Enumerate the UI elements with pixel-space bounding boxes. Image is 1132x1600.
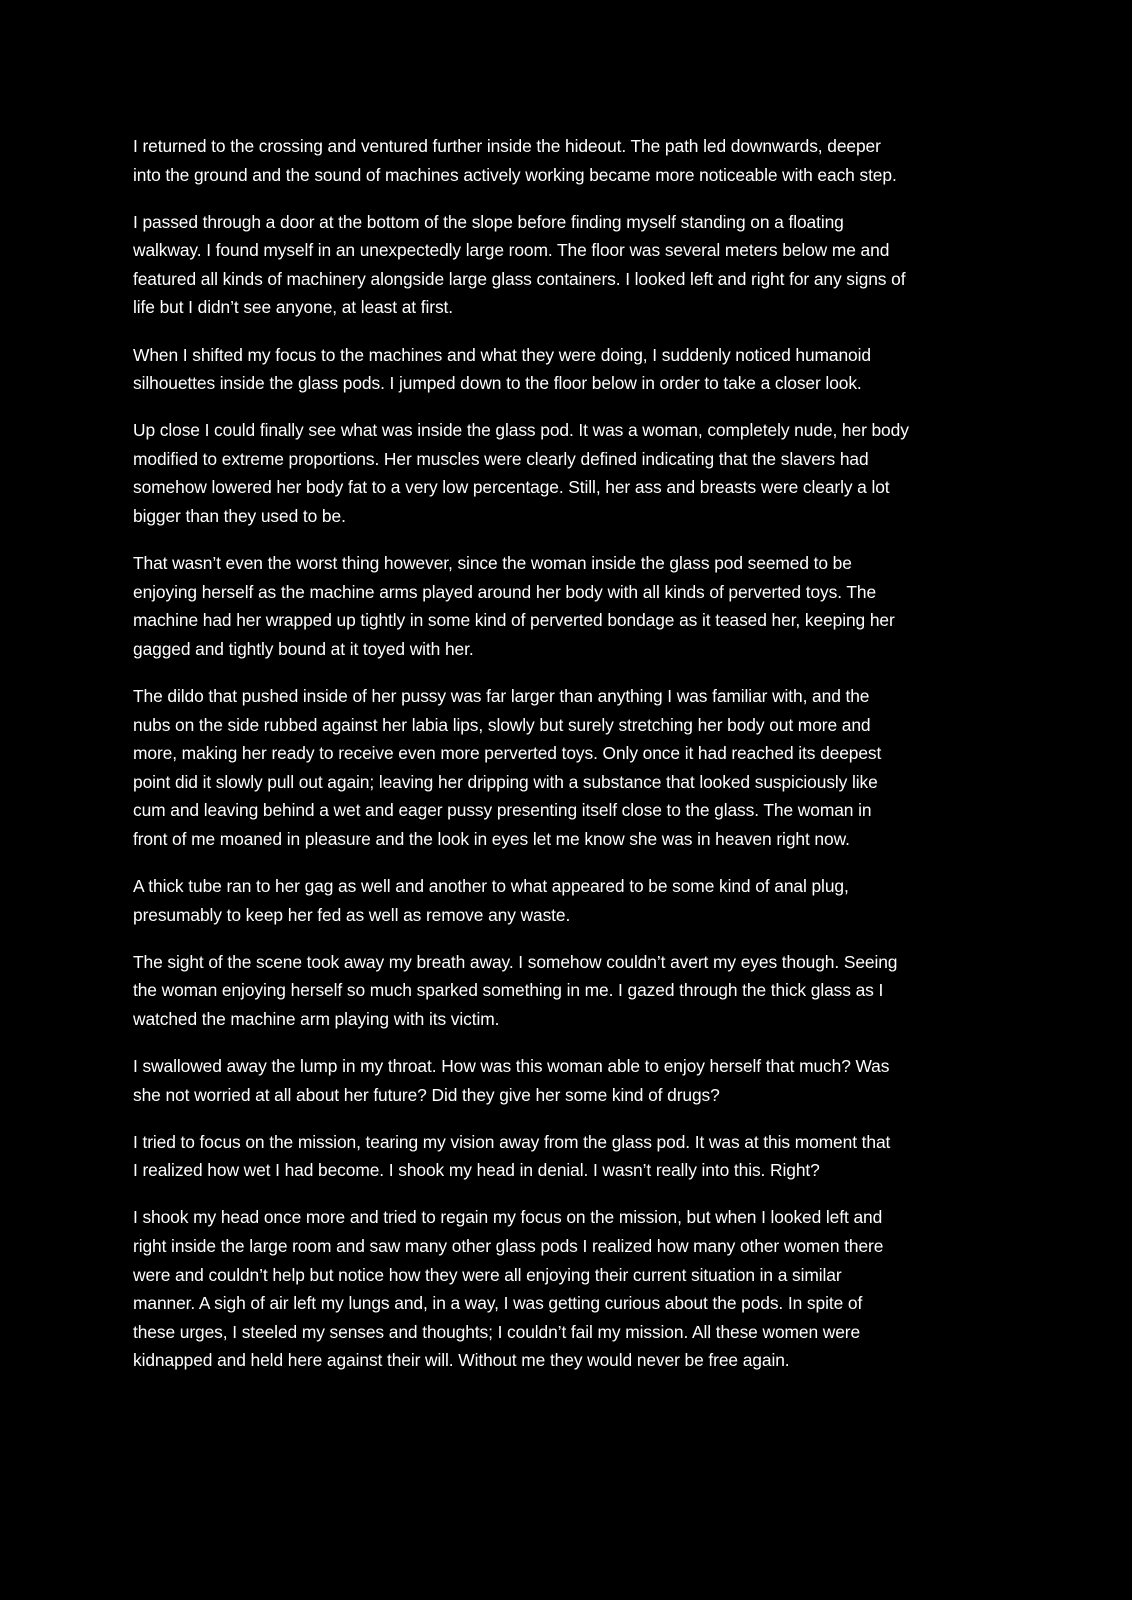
text-line: enjoying herself as the machine arms played around her body with all kinds of perverted toys. The xyxy=(133,581,877,602)
text-line: bigger than they used to be. xyxy=(133,506,346,527)
text-line: life but I didn’t see anyone, at least at first. xyxy=(133,297,454,318)
paragraph xyxy=(133,132,1013,189)
text-line: The sight of the scene took away my breath away. I somehow couldn’t avert my eyes though. Seeing xyxy=(133,951,898,972)
text-line: presumably to keep her fed as well as remove any waste. xyxy=(133,904,571,925)
text-line: I tried to focus on the mission, tearing my vision away from the glass pod. It was at this moment that xyxy=(133,1131,891,1152)
text-line: modified to extreme proportions. Her muscles were clearly defined indicating that the slavers had xyxy=(133,448,869,469)
text-line: featured all kinds of machinery alongside large glass containers. I looked left and right for any signs of xyxy=(133,268,906,289)
text-line: were and couldn’t help but notice how they were all enjoying their current situation in a similar xyxy=(133,1264,842,1285)
text-line: right inside the large room and saw many other glass pods I realized how many other women there xyxy=(133,1236,884,1256)
text-line: into the ground and the sound of machines actively working became more noticeable with each step. xyxy=(133,164,897,185)
text-line: gagged and tightly bound at it toyed with her. xyxy=(133,638,474,659)
text-line: I swallowed away the lump in my throat. How was this woman able to enjoy herself that much? Was xyxy=(133,1056,890,1077)
text-line: I realized how wet I had become. I shook my head in denial. I wasn’t really into this. Right? xyxy=(133,1160,820,1181)
paragraph xyxy=(133,1052,1013,1109)
paragraph xyxy=(133,341,1013,398)
text-line: The dildo that pushed inside of her pussy was far larger than anything I was familiar with, and the xyxy=(133,686,870,706)
text-line: machine had her wrapped up tightly in some kind of perverted bondage as it teased her, keeping her xyxy=(133,610,895,631)
paragraph xyxy=(133,1203,1013,1375)
text-line: I returned to the crossing and ventured further inside the hideout. The path led downwards, deeper xyxy=(133,136,881,156)
text-line: nubs on the side rubbed against her labia lips, slowly but surely stretching her body out more and xyxy=(133,714,871,735)
text-line: That wasn’t even the worst thing however, since the woman inside the glass pod seemed to be xyxy=(133,553,852,574)
text-line: I shook my head once more and tried to regain my focus on the mission, but when I looked left and xyxy=(133,1207,883,1228)
text-line: silhouettes inside the glass pods. I jumped down to the floor below in order to take a closer look. xyxy=(133,373,862,394)
text-line: point did it slowly pull out again; leaving her dripping with a substance that looked suspiciously like xyxy=(133,771,878,792)
text-line: front of me moaned in pleasure and the look in eyes let me know she was in heaven right now. xyxy=(133,828,850,849)
text-line: the woman enjoying herself so much sparked something in me. I gazed through the thick glass as I xyxy=(133,980,884,1001)
paragraph xyxy=(133,549,1013,663)
text-line: cum and leaving behind a wet and eager pussy presenting itself close to the glass. The woman in xyxy=(133,800,872,821)
paragraph xyxy=(133,872,1013,929)
text-line: somehow lowered her body fat to a very low percentage. Still, her ass and breasts were clearly a lot xyxy=(133,477,890,498)
text-line: watched the machine arm playing with its victim. xyxy=(133,1008,500,1029)
text-line: Up close I could finally see what was inside the glass pod. It was a woman, completely nude, her body xyxy=(133,420,909,441)
paragraph xyxy=(133,1128,1013,1185)
document-page xyxy=(133,132,1013,1393)
text-line: I passed through a door at the bottom of the slope before finding myself standing on a floating xyxy=(133,211,844,232)
text-line: manner. A sigh of air left my lungs and, in a way, I was getting curious about the pods. In spite of xyxy=(133,1293,863,1314)
text-line: kidnapped and held here against their will. Without me they would never be free again. xyxy=(133,1350,790,1371)
paragraph xyxy=(133,682,1013,854)
text-line: A thick tube ran to her gag as well and another to what appeared to be some kind of anal plug, xyxy=(133,876,849,897)
text-line: walkway. I found myself in an unexpectedly large room. The floor was several meters below me and xyxy=(133,240,890,261)
paragraph xyxy=(133,948,1013,1034)
paragraph xyxy=(133,416,1013,530)
paragraph xyxy=(133,208,1013,322)
text-line: these urges, I steeled my senses and thoughts; I couldn’t fail my mission. All these women were xyxy=(133,1321,861,1342)
text-line: she not worried at all about her future? Did they give her some kind of drugs? xyxy=(133,1084,720,1105)
text-line: When I shifted my focus to the machines and what they were doing, I suddenly noticed humanoid xyxy=(133,344,871,365)
text-line: more, making her ready to receive even more perverted toys. Only once it had reached its deepest xyxy=(133,743,882,764)
